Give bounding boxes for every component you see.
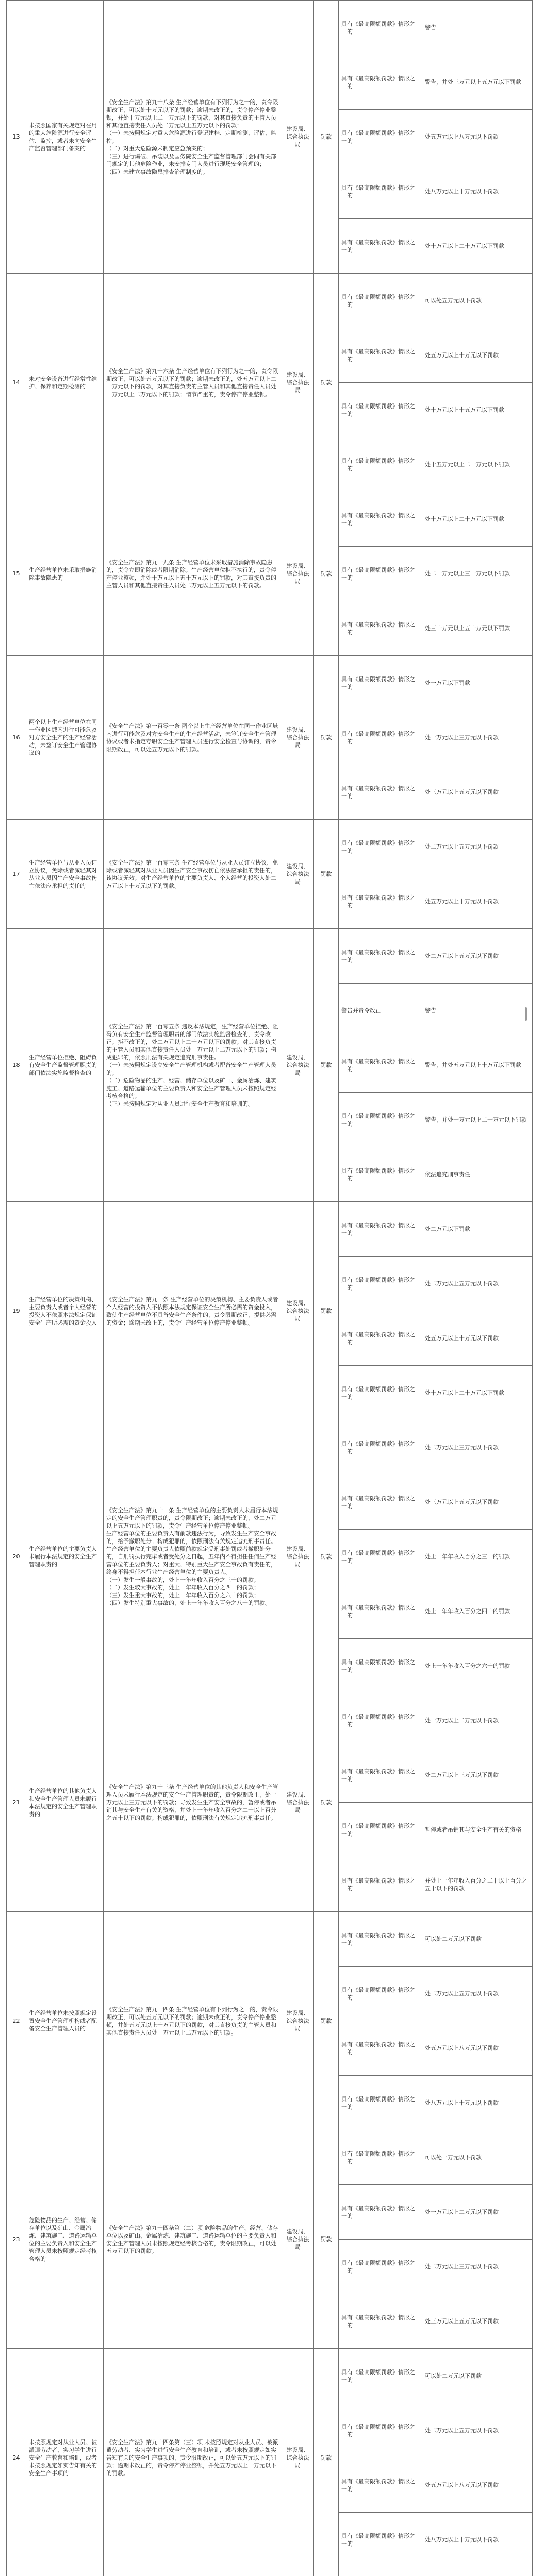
- penalty-standard-cell: 处十万元以上十五万元以下罚款: [422, 383, 533, 437]
- department-cell: 建设局、综合执法局: [282, 820, 314, 929]
- legal-basis-cell: 《安全生产法》第九十三条 生产经营单位的其他负责人和安全生产管理人员未履行本法规定的安全生产管理职责的，责令限期改正，处一万元以上三万元以下的罚款；导致发生生产安全事故的，暂停或者吊销其与安全生产有关的资格，并处上一年年收入百分之二十以上百分之五十以下的罚款；构成犯罪的，依照刑法有关规定追究刑事责任。: [104, 1693, 282, 1912]
- handling-mode-cell: 罚款: [314, 656, 339, 820]
- penalty-standard-cell: 处八万元以上十万元以下罚款: [422, 164, 533, 219]
- penalty-standard-cell: 处八万元以上十万元以下罚款: [422, 2076, 533, 2130]
- table-row: [7, 2349, 533, 2403]
- row-number-cell: 18: [7, 929, 26, 1202]
- penalty-standard-cell: 处二十万元以上三十万元以下罚款: [422, 547, 533, 601]
- page-edge-marker: [525, 1007, 527, 1021]
- violation-circumstance-cell: 具有《最高限额罚款》情形之一的: [339, 1967, 422, 2021]
- penalty-standard-cell: 可以处五万元以下罚款: [422, 274, 533, 328]
- penalty-standard-cell: 警告，并处十万元以上二十万元以下罚款: [422, 1093, 533, 1147]
- department-cell: 建设局、综合执法局: [282, 2130, 314, 2349]
- department-cell: 建设局、综合执法局: [282, 656, 314, 820]
- department-cell: [282, 2567, 314, 2576]
- row-number-cell: 13: [7, 1, 26, 274]
- penalty-standard-cell: 处十万元以上二十万元以下罚款: [422, 219, 533, 274]
- penalty-standard-cell: 警告: [422, 1, 533, 55]
- penalty-standard-cell: 可以处二万元以下罚款: [422, 1912, 533, 1967]
- violation-circumstance-cell: 具有《最高限额罚款》情形之一的: [339, 1803, 422, 1857]
- table-row: [7, 1202, 533, 1257]
- penalty-standard-cell: 警告: [422, 984, 533, 1038]
- department-cell: 建设局、综合执法局: [282, 1420, 314, 1693]
- penalty-standard-cell: 处十万元以上二十万元以下罚款: [422, 1366, 533, 1420]
- department-cell: 建设局、综合执法局: [282, 492, 314, 656]
- violation-circumstance-cell: 具有《最高限额罚款》情形之一的: [339, 1147, 422, 1202]
- penalty-standard-cell: 处三万元以上五万元以下罚款: [422, 1475, 533, 1530]
- table-row: [7, 1, 533, 55]
- violation-circumstance-cell: 具有《最高限额罚款》情形之一的: [339, 1038, 422, 1093]
- violation-circumstance-cell: 具有《最高限额罚款》情形之一的: [339, 2513, 422, 2567]
- penalty-standard-cell: 处上一年年收入百分之四十的罚款: [422, 1584, 533, 1639]
- legal-basis-cell: 《安全生产法》第一百零三条 生产经营单位与从业人员订立协议，免除或者减轻其对从业人员因生产安全事故伤亡依法应承担的责任的，该协议无效；对生产经营单位的主要负责人、个人经营的投资人处二万元以上十万元以下的罚款。: [104, 820, 282, 929]
- violation-circumstance-cell: 具有《最高限额罚款》情形之一的: [339, 383, 422, 437]
- handling-mode-cell: 罚款: [314, 820, 339, 929]
- handling-mode-cell: 罚款: [314, 1, 339, 274]
- violation-circumstance-cell: 具有《最高限额罚款》情形之一的: [339, 1202, 422, 1257]
- table-row: [7, 2130, 533, 2185]
- violation-circumstance-cell: 具有《最高限额罚款》情形之一的: [339, 2130, 422, 2185]
- table-row: [7, 820, 533, 874]
- handling-mode-cell: 罚款: [314, 1912, 339, 2130]
- penalty-standard-cell: 处十五万元以上二十万元以下罚款: [422, 437, 533, 492]
- violation-circumstance-cell: 具有《最高限额罚款》情形之一的: [339, 437, 422, 492]
- penalty-standard-cell: 可以处一万元以下罚款: [422, 2130, 533, 2185]
- item-name-cell: 未按照规定对从业人员、被派遣劳动者、实习学生进行安全生产教育和培训，或者未按照规定如实告知有关的安全生产事项的: [26, 2349, 104, 2567]
- penalty-standard-cell: 处三万元以上五万元以下罚款: [422, 765, 533, 820]
- penalty-standard-cell: 并处上一年年收入百分之二十以上百分之五十以下的罚款: [422, 1857, 533, 1912]
- row-number-cell: 20: [7, 1420, 26, 1693]
- table-row: [7, 656, 533, 710]
- penalty-standard-cell: 处二万元以上五万元以下罚款: [422, 1257, 533, 1311]
- legal-basis-cell: 《安全生产法》第九十一条 生产经营单位的主要负责人未履行本法规定的安全生产管理职责的，责令限期改正；逾期未改正的，处二万元以上五万元以下的罚款，责令生产经营单位停产停业整顿。 生产经营单位的主要负责人有前款违法行为，导致发生生产安全事故的，给予撤职处分；构成犯罪的，依照刑法有关规定追究刑事责任。 生产经营单位的主要负责人依照前款规定受刑事处罚或者撤职处分的，自刑罚执行完毕或者受处分之日起，五年内不得担任任何生产经营单位的主要负责人；对重大、特别重大生产安全事故负有责任的，终身不得担任本行业生产经营单位的主要负责人。 （一）发生一般事故的，处上一年年收入百分之三十的罚款； （二）发生较大事故的，处上一年年收入百分之四十的罚款； （三）发生重大事故的，处上一年年收入百分之六十的罚款； （四）发生特别重大事故的，处上一年年收入百分之八十的罚款。: [104, 1420, 282, 1693]
- violation-circumstance-cell: 具有《最高限额罚款》情形之一的: [339, 1093, 422, 1147]
- table-row: [7, 929, 533, 984]
- row-number-cell: 16: [7, 656, 26, 820]
- item-name-cell: 未对安全设备进行经常性维护、保养和定期检测的: [26, 274, 104, 492]
- penalty-standard-cell: 处一万元以上二万元以下罚款: [422, 1693, 533, 1748]
- penalty-standard-cell: 处三万元以上五万元以下罚款: [422, 2294, 533, 2349]
- violation-circumstance-cell: 具有《最高限额罚款》情形之一的: [339, 1857, 422, 1912]
- department-cell: 建设局、综合执法局: [282, 1912, 314, 2130]
- department-cell: 建设局、综合执法局: [282, 1202, 314, 1420]
- handling-mode-cell: 罚款: [314, 2130, 339, 2349]
- penalty-standard-cell: 处二万元以上三万元以下罚款: [422, 2240, 533, 2294]
- item-name-cell: 生产经营单位拒绝、阻碍负有安全生产监督管理职责的部门依法实施监督检查的: [26, 929, 104, 1202]
- department-cell: 建设局、综合执法局: [282, 929, 314, 1202]
- item-name-cell: 生产经营单位与从业人员订立协议，免除或者减轻其对从业人员因生产安全事故伤亡依法应承担的责任的: [26, 820, 104, 929]
- row-number-cell: 17: [7, 820, 26, 929]
- violation-circumstance-cell: 具有《最高限额罚款》情形之一的: [339, 164, 422, 219]
- row-number-cell: 21: [7, 1693, 26, 1912]
- penalty-standard-cell: 处八万元以上十万元以下罚款: [422, 2513, 533, 2567]
- violation-circumstance-cell: 具有《最高限额罚款》情形之一的: [339, 2240, 422, 2294]
- row-number-cell: 23: [7, 2130, 26, 2349]
- department-cell: 建设局、综合执法局: [282, 1, 314, 274]
- penalty-standard-cell: 处二万元以上五万元以下罚款: [422, 929, 533, 984]
- penalty-standard-cell: [422, 2567, 533, 2576]
- penalty-standard-cell: 处一万元以上三万元以下罚款: [422, 710, 533, 765]
- penalty-standard-cell: 依法追究刑事责任: [422, 1147, 533, 1202]
- handling-mode-cell: 罚款: [314, 274, 339, 492]
- violation-circumstance-cell: 具有《最高限额罚款》情形之一的: [339, 2294, 422, 2349]
- handling-mode-cell: 罚款: [314, 492, 339, 656]
- violation-circumstance-cell: 具有《最高限额罚款》情形之一的: [339, 274, 422, 328]
- penalty-standard-cell: 处五万元以上十万元以下罚款: [422, 328, 533, 383]
- handling-mode-cell: 罚款: [314, 929, 339, 1202]
- penalty-standard-cell: 处十万元以上二十万元以下罚款: [422, 492, 533, 547]
- legal-basis-cell: 《安全生产法》第九十四条 生产经营单位有下列行为之一的，责令限期改正，可以处五万元以下的罚款；逾期未改正的，责令停产停业整顿，并处五万元以上十万元以下的罚款，对其直接负责的主管人员和其他直接责任人员处一万元以上二万元以下的罚款。: [104, 1912, 282, 2130]
- penalty-standard-cell: 处二万元以上五万元以下罚款: [422, 1967, 533, 2021]
- penalty-standard-cell: 处二万元以上三万元以下罚款: [422, 1748, 533, 1803]
- penalty-standard-cell: 处二万元以上三万元以下罚款: [422, 1420, 533, 1475]
- violation-circumstance-cell: 具有《最高限额罚款》情形之一的: [339, 1420, 422, 1475]
- row-number-cell: 24: [7, 2349, 26, 2567]
- violation-circumstance-cell: 具有《最高限额罚款》情形之一的: [339, 1584, 422, 1639]
- violation-circumstance-cell: 具有《最高限额罚款》情形之一的: [339, 2076, 422, 2130]
- item-name-cell: 危险物品的生产、经营、储存单位以及矿山、金属冶炼、建筑施工、道路运输单位的主要负责人和安全生产管理人员未按照规定经考核合格的: [26, 2130, 104, 2349]
- table-row: [7, 1693, 533, 1748]
- violation-circumstance-cell: 具有《最高限额罚款》情形之一的: [339, 1639, 422, 1693]
- table-row: [7, 1912, 533, 1967]
- penalty-standard-cell: 可以处二万元以下罚款: [422, 2349, 533, 2403]
- item-name-cell: 生产经营单位的其他负责人和安全生产管理人员未履行本法规定的安全生产管理职责的: [26, 1693, 104, 1912]
- penalty-standard-cell: 暂停或者吊销其与安全生产有关的资格: [422, 1803, 533, 1857]
- violation-circumstance-cell: 具有《最高限额罚款》情形之一的: [339, 328, 422, 383]
- item-name-cell: 未按照国家有关规定对在用的重大危险源进行安全评估、监控，或者未向安全生产监督管理部门备案的: [26, 1, 104, 274]
- penalty-standard-cell: 处上一年年收入百分之三十的罚款: [422, 1530, 533, 1584]
- violation-circumstance-cell: 具有《最高限额罚款》情形之一的: [339, 1257, 422, 1311]
- legal-basis-cell: 《安全生产法》第一百零一条 两个以上生产经营单位在同一作业区域内进行可能危及对方安全生产的生产经营活动，未签订安全生产管理协议或者未指定专职安全生产管理人员进行安全检查与协调的，责令限期改正，可以处五万元以下的罚款。: [104, 656, 282, 820]
- penalty-standard-cell: 处二万元以下罚款: [422, 1202, 533, 1257]
- table-row: [7, 492, 533, 547]
- violation-circumstance-cell: 具有《最高限额罚款》情形之一的: [339, 2458, 422, 2513]
- legal-basis-cell: 《安全生产法》第九十八条 生产经营单位有下列行为之一的，责令限期改正，可以处十万元以下的罚款；逾期未改正的，责令停产停业整顿，并处十万元以上二十万元以下的罚款，对其直接负责的主管人员和其他直接责任人员处二万元以上五万元以下的罚款： （一）未按照规定对重大危险源进行登记建档、定期检测、评估、监控； （二）对重大危险源未制定应急预案的； （三）进行爆破、吊装以及国务院安全生产监督管理部门会同有关部门规定的其他危险作业，未安排专门人员进行现场安全管理的； （四）未建立事故隐患排查治理制度的。: [104, 1, 282, 274]
- violation-circumstance-cell: 具有《最高限额罚款》情形之一的: [339, 1530, 422, 1584]
- department-cell: 建设局、综合执法局: [282, 2349, 314, 2567]
- violation-circumstance-cell: 具有《最高限额罚款》情形之一的: [339, 110, 422, 164]
- table-row: [7, 2567, 533, 2576]
- row-number-cell: 19: [7, 1202, 26, 1420]
- penalty-standard-cell: 处五万元以上八万元以下罚款: [422, 2458, 533, 2513]
- department-cell: 建设局、综合执法局: [282, 1693, 314, 1912]
- violation-circumstance-cell: 具有《最高限额罚款》情形之一的: [339, 2349, 422, 2403]
- violation-circumstance-cell: 具有《最高限额罚款》情形之一的: [339, 820, 422, 874]
- row-number-cell: [7, 2567, 26, 2576]
- legal-basis-cell: 《安全生产法》第九十条 生产经营单位的决策机构、主要负责人或者个人经营的投资人不依照本法规定保证安全生产所必需的资金投入，致使生产经营单位不具备安全生产条件的，责令限期改正，提供必需的资金；逾期未改正的，责令生产经营单位停产停业整顿。: [104, 1202, 282, 1420]
- legal-basis-cell: 《安全生产法》第九十四条第（二）项 危险物品的生产、经营、储存单位以及矿山、金属冶炼、建筑施工、道路运输单位的主要负责人和安全生产管理人员未按照规定经考核合格的，责令限期改正，可以处五万元以下的罚款。: [104, 2130, 282, 2349]
- legal-basis-cell: 《安全生产法》第九十六条 生产经营单位有下列行为之一的，责令限期改正，可以处五万元以下的罚款；逾期未改正的，处五万元以上二十万元以下的罚款，对其直接负责的主管人员和其他直接责任人员处一万元以上二万元以下的罚款；情节严重的，责令停产停业整顿。: [104, 274, 282, 492]
- row-number-cell: 14: [7, 274, 26, 492]
- violation-circumstance-cell: 具有《最高限额罚款》情形之一的: [339, 874, 422, 929]
- table-row: [7, 1420, 533, 1475]
- violation-circumstance-cell: 具有《最高限额罚款》情形之一的: [339, 929, 422, 984]
- legal-basis-cell: 《安全生产法》第九十四条第（三）项 未按照规定对从业人员、被派遣劳动者、实习学生进行安全生产教育和培训，或者未按照规定如实告知有关的安全生产事项的，责令限期改正，可以处五万元以下的罚款；逾期未改正的，责令停产停业整顿，并处五万元以上十万元以下的罚款。: [104, 2349, 282, 2567]
- handling-mode-cell: 罚款: [314, 2349, 339, 2567]
- violation-circumstance-cell: 具有《最高限额罚款》情形之一的: [339, 1693, 422, 1748]
- violation-circumstance-cell: 具有《最高限额罚款》情形之一的: [339, 710, 422, 765]
- row-number-cell: 22: [7, 1912, 26, 2130]
- violation-circumstance-cell: 具有《最高限额罚款》情形之一的: [339, 492, 422, 547]
- penalty-standard-cell: 处一万元以下罚款: [422, 656, 533, 710]
- violation-circumstance-cell: 具有《最高限额罚款》情形之一的: [339, 547, 422, 601]
- violation-circumstance-cell: 具有《最高限额罚款》情形之一的: [339, 765, 422, 820]
- item-name-cell: 生产经营单位的主要负责人未履行本法规定的安全生产管理职责的: [26, 1420, 104, 1693]
- violation-circumstance-cell: [339, 2567, 422, 2576]
- penalty-standard-cell: 处上一年年收入百分之六十的罚款: [422, 1639, 533, 1693]
- penalty-standard-cell: 处二万元以上五万元以下罚款: [422, 820, 533, 874]
- handling-mode-cell: 罚款: [314, 1420, 339, 1693]
- violation-circumstance-cell: 具有《最高限额罚款》情形之一的: [339, 601, 422, 656]
- penalty-standard-cell: 警告，并处三万元以上五万元以下罚款: [422, 55, 533, 110]
- item-name-cell: 生产经营单位未按照规定设置安全生产管理机构或者配备安全生产管理人员的: [26, 1912, 104, 2130]
- violation-circumstance-cell: 具有《最高限额罚款》情形之一的: [339, 2185, 422, 2240]
- department-cell: 建设局、综合执法局: [282, 274, 314, 492]
- violation-circumstance-cell: 具有《最高限额罚款》情形之一的: [339, 1475, 422, 1530]
- item-name-cell: 生产经营单位的决策机构、主要负责人或者个人经营的投资人不依照本法规定保证安全生产所必需的资金投入: [26, 1202, 104, 1420]
- penalty-standard-cell: 处三十万元以上五十万元以下罚款: [422, 601, 533, 656]
- legal-basis-cell: 《安全生产法》第一百零五条 违反本法规定，生产经营单位拒绝、阻碍负有安全生产监督管理职责的部门依法实施监督检查的，责令改正；拒不改正的，处二万元以上二十万元以下的罚款；对其直接负责的主管人员和其他直接责任人员处一万元以上二万元以下的罚款；构成犯罪的，依照刑法有关规定追究刑事责任。 （一）未按照规定设立安全生产管理机构或者配备安全生产管理人员的； （二）危险物品的生产、经营、储存单位以及矿山、金属冶炼、建筑施工、道路运输单位的主要负责人和安全生产管理人员未按照规定经考核合格的； （三）未按照规定对从业人员进行安全生产教育和培训的。: [104, 929, 282, 1202]
- violation-circumstance-cell: 警告并责令改正: [339, 984, 422, 1038]
- legal-basis-cell: [104, 2567, 282, 2576]
- violation-circumstance-cell: 具有《最高限额罚款》情形之一的: [339, 1912, 422, 1967]
- legal-basis-cell: 《安全生产法》第九十九条 生产经营单位未采取措施消除事故隐患的，责令立即消除或者限期消除；生产经营单位拒不执行的，责令停产停业整顿，并处十万元以上五十万元以下的罚款，对其直接负责的主管人员和其他直接责任人员处二万元以上五万元以下的罚款。: [104, 492, 282, 656]
- violation-circumstance-cell: 具有《最高限额罚款》情形之一的: [339, 219, 422, 274]
- violation-circumstance-cell: 具有《最高限额罚款》情形之一的: [339, 2021, 422, 2076]
- violation-circumstance-cell: 具有《最高限额罚款》情形之一的: [339, 2403, 422, 2458]
- item-name-cell: 两个以上生产经营单位在同一作业区域内进行可能危及对方安全生产的生产经营活动，未签订安全生产管理协议的: [26, 656, 104, 820]
- penalty-standard-cell: 处五万元以上八万元以下罚款: [422, 2021, 533, 2076]
- penalty-standard-cell: 处五万元以上八万元以下罚款: [422, 110, 533, 164]
- table-row: [7, 274, 533, 328]
- row-number-cell: 15: [7, 492, 26, 656]
- penalty-standard-cell: 处二万元以上五万元以下罚款: [422, 2403, 533, 2458]
- item-name-cell: 生产经营单位未采取措施消除事故隐患的: [26, 492, 104, 656]
- handling-mode-cell: [314, 2567, 339, 2576]
- handling-mode-cell: 罚款: [314, 1693, 339, 1912]
- violation-circumstance-cell: 具有《最高限额罚款》情形之一的: [339, 656, 422, 710]
- document-page: [6, 0, 532, 2576]
- violation-circumstance-cell: 具有《最高限额罚款》情形之一的: [339, 1748, 422, 1803]
- violation-circumstance-cell: 具有《最高限额罚款》情形之一的: [339, 1366, 422, 1420]
- violation-circumstance-cell: 具有《最高限额罚款》情形之一的: [339, 1311, 422, 1366]
- penalty-standard-cell: 警告，并处五万元以上十万元以下罚款: [422, 1038, 533, 1093]
- penalty-standard-table: [6, 0, 533, 2576]
- penalty-standard-cell: 处五万元以上十万元以下罚款: [422, 1311, 533, 1366]
- penalty-standard-cell: 处五万元以上十万元以下罚款: [422, 874, 533, 929]
- violation-circumstance-cell: 具有《最高限额罚款》情形之一的: [339, 55, 422, 110]
- handling-mode-cell: 罚款: [314, 1202, 339, 1420]
- violation-circumstance-cell: 具有《最高限额罚款》情形之一的: [339, 1, 422, 55]
- penalty-standard-cell: 处一万元以上二万元以下罚款: [422, 2185, 533, 2240]
- item-name-cell: [26, 2567, 104, 2576]
